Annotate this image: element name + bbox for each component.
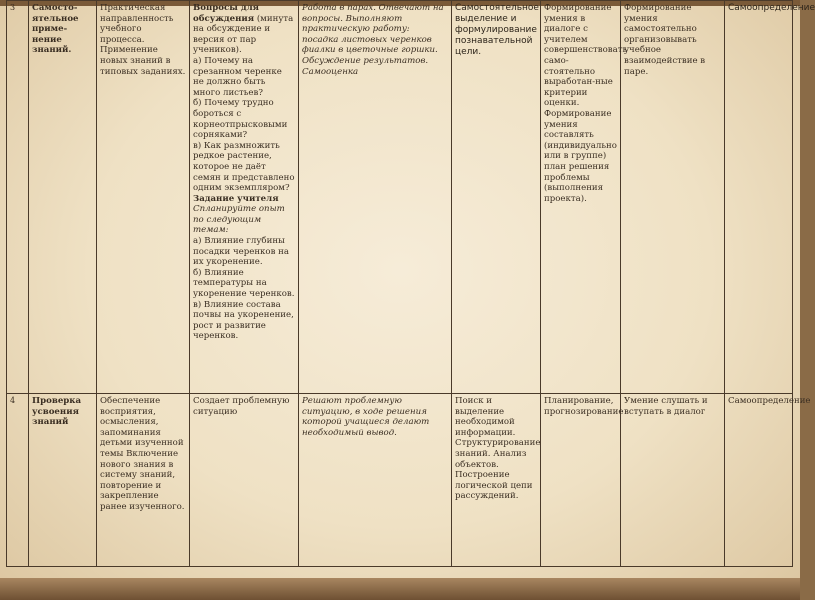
row-number: 4 xyxy=(7,394,29,567)
teacher-activity-cell: Создает проблемную ситуацию xyxy=(190,394,299,567)
slide-bottom-edge xyxy=(0,578,800,600)
regulatory-uud-cell: Формирование умения в диалоге с учителем совершенствовать само-стоятельно выработан-ные критерии оценки. Формирование умения составлять (индивидуально или в группе) план решения проблемы (выполнения проекта). xyxy=(541,1,621,394)
students-activity-cell: Работа в парах. Отвечают на вопросы. Выполняют практическую работу: посадка листовых черенков фиалки в цветочные горшки. Обсуждение результатов. Самооценка xyxy=(299,1,452,394)
goal-cell: Обеспечение восприятия, осмысления, запоминания детьми изученной темы Включение нового знания в систему знаний, повторение и закрепление ранее изученного. xyxy=(97,394,190,567)
cognitive-uud-cell: Поиск и выделение необходимой информации. Структурирование знаний. Анализ объектов. Построение логической цепи рассуждений. xyxy=(452,394,541,567)
row-number: 3 xyxy=(7,1,29,394)
questions-list: а) Почему на срезанном черенке не должно быть много листьев? б) Почему трудно бороться с корнеотпрысковыми сорняками? в) Как размножить редкое растение, которое не даёт семян и представлено одним экземпляром? xyxy=(193,55,295,194)
topics-list: а) Влияние глубины посадки черенков на их укоренение. б) Влияние температуры на укоренение черенков. в) Влияние состава почвы на укоренение, рост и развитие черенков. xyxy=(193,236,295,342)
goal-cell: Практическая направленность учебного процесса. Применение новых знаний в типовых заданиях. xyxy=(97,1,190,394)
teacher-activity-cell xyxy=(190,1,299,394)
cognitive-uud-cell: Самостоятельное выделение и формулирование познавательной цели. xyxy=(452,1,541,394)
lesson-plan-table xyxy=(6,0,815,567)
questions-heading: Вопросы для обсуждения xyxy=(193,3,260,24)
task-heading: Задание учителя xyxy=(193,193,279,204)
personal-uud-cell: Самоопределение xyxy=(725,394,793,567)
stage-cell: Проверка усвоения знаний xyxy=(29,394,97,567)
table-row xyxy=(7,1,793,394)
communicative-uud-cell: Умение слушать и вступать в диалог xyxy=(621,394,725,567)
regulatory-uud-cell: Планирование, прогнозирование xyxy=(541,394,621,567)
table-row xyxy=(7,394,793,567)
task-text: Спланируйте опыт по следующим темам: xyxy=(193,204,285,236)
questions-intro: (минута на обсуждение и версия от пар учеников). xyxy=(193,13,294,56)
personal-uud-cell: Самоопределение xyxy=(725,1,793,394)
students-activity-cell: Решают проблемную ситуацию, в ходе решения которой учащиеся делают необходимый вывод. xyxy=(299,394,452,567)
stage-cell: Самосто-ятельное приме-нение знаний. xyxy=(29,1,97,394)
communicative-uud-cell: Формирование умения самостоятельно организовывать учебное взаимодействие в паре. xyxy=(621,1,725,394)
